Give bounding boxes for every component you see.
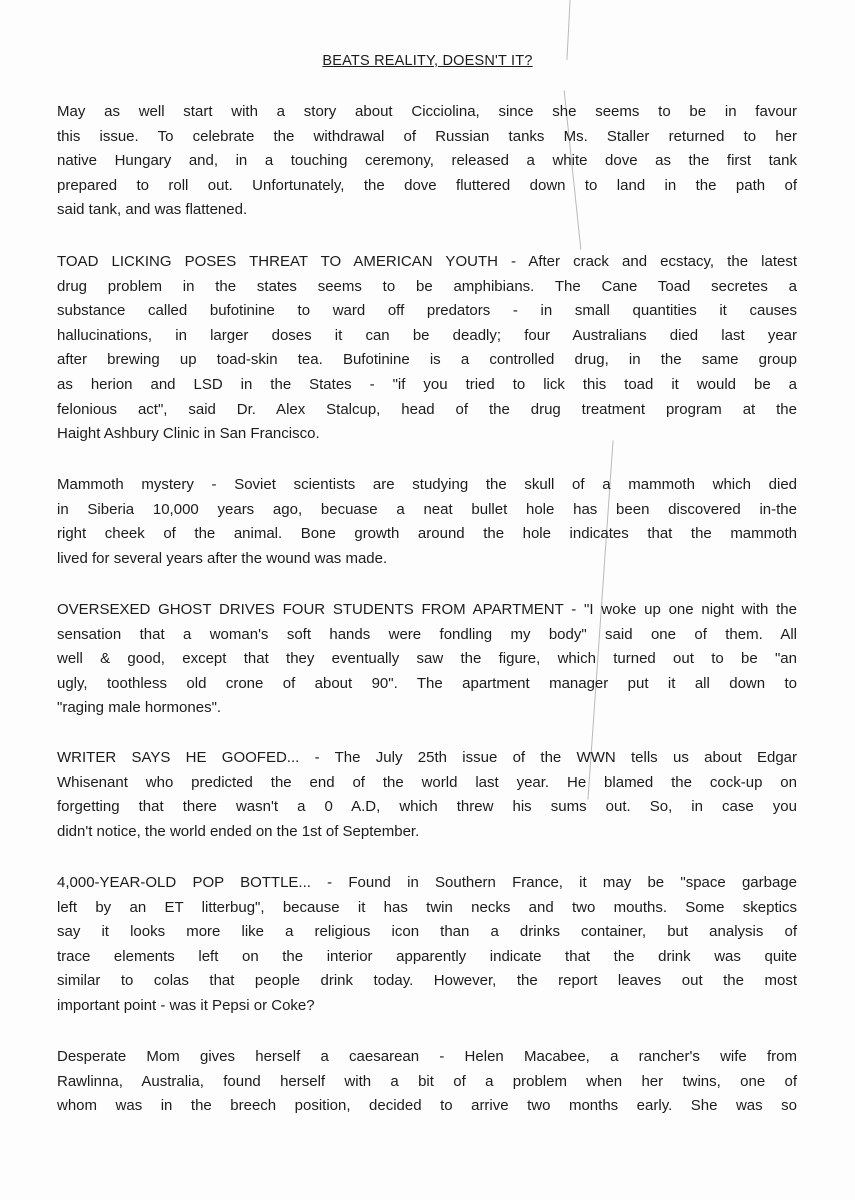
text-line: ugly, toothless old crone of about 90". The apartment manager put it all down to bbox=[57, 674, 797, 692]
text-line: prepared to roll out. Unfortunately, the dove fluttered down to land in the path of bbox=[57, 176, 797, 194]
article-paragraph bbox=[57, 1045, 797, 1119]
text-line: Rawlinna, Australia, found herself with a bit of a problem when her twins, one of bbox=[57, 1072, 797, 1090]
page-title: BEATS REALITY, DOESN'T IT? bbox=[322, 53, 533, 69]
text-line: as herion and LSD in the States - "if you tried to lick this toad it would be a bbox=[57, 375, 797, 393]
text-line: Whisenant who predicted the end of the world last year. He blamed the cock-up on bbox=[57, 773, 797, 791]
text-line: felonious act", said Dr. Alex Stalcup, head of the drug treatment program at the bbox=[57, 400, 797, 418]
text-line: OVERSEXED GHOST DRIVES FOUR STUDENTS FROM APARTMENT - "I woke up one night with the bbox=[57, 601, 797, 618]
text-line: after brewing up toad-skin tea. Bufotinine is a controlled drug, in the same group bbox=[57, 351, 797, 369]
text-line: sensation that a woman's soft hands were fondling my body" said one of them. All bbox=[57, 625, 797, 643]
text-line: native Hungary and, in a touching ceremony, released a white dove as the first tank bbox=[57, 152, 797, 170]
text-line: Desperate Mom gives herself a caesarean - Helen Macabee, a rancher's wife from bbox=[57, 1048, 797, 1065]
text-line: in Siberia 10,000 years ago, becuase a neat bullet hole has been discovered in-the bbox=[57, 500, 797, 518]
text-line: "raging male hormones". bbox=[57, 699, 222, 717]
text-line: TOAD LICKING POSES THREAT TO AMERICAN YOUTH - After crack and ecstacy, the latest bbox=[57, 253, 797, 270]
article-paragraph bbox=[57, 250, 797, 447]
text-line: well & good, except that they eventually saw the figure, which turned out to be "an bbox=[57, 650, 797, 668]
text-line: WRITER SAYS HE GOOFED... - The July 25th issue of the WWN tells us about Edgar bbox=[57, 749, 797, 766]
text-line: left by an ET litterbug", because it has twin necks and two mouths. Some skeptics bbox=[57, 898, 797, 916]
text-line: lived for several years after the wound was made. bbox=[57, 549, 388, 567]
text-line: similar to colas that people drink today. However, the report leaves out the most bbox=[57, 972, 797, 990]
text-line: this issue. To celebrate the withdrawal of Russian tanks Ms. Staller returned to her bbox=[57, 127, 797, 145]
text-line: drug problem in the states seems to be amphibians. The Cane Toad secretes a bbox=[57, 277, 797, 295]
text-line: 4,000-YEAR-OLD POP BOTTLE... - Found in Southern France, it may be "space garbage bbox=[57, 874, 797, 891]
text-line: Mammoth mystery - Soviet scientists are studying the skull of a mammoth which died bbox=[57, 476, 797, 493]
article-paragraph bbox=[57, 598, 797, 721]
article-paragraph bbox=[57, 473, 797, 571]
text-line: Haight Ashbury Clinic in San Francisco. bbox=[57, 425, 320, 443]
text-line: important point - was it Pepsi or Coke? bbox=[57, 996, 315, 1014]
article-paragraph bbox=[57, 871, 797, 1019]
text-line: May as well start with a story about Cicciolina, since she seems to be in favour bbox=[57, 103, 797, 120]
text-line: didn't notice, the world ended on the 1st of September. bbox=[57, 822, 420, 840]
fold-crease bbox=[566, 0, 570, 60]
article-paragraph bbox=[57, 100, 797, 223]
text-line: hallucinations, in larger doses it can be deadly; four Australians died last year bbox=[57, 326, 797, 344]
text-line: substance called bufotinine to ward off predators - in small quantities it causes bbox=[57, 302, 797, 320]
text-line: right cheek of the animal. Bone growth around the hole indicates that the mammoth bbox=[57, 525, 797, 543]
text-line: trace elements left on the interior apparently indicate that the drink was quite bbox=[57, 947, 797, 965]
text-line: forgetting that there wasn't a 0 A.D, which threw his sums out. So, in case you bbox=[57, 798, 797, 816]
text-line: whom was in the breech position, decided to arrive two months early. She was so bbox=[57, 1097, 797, 1115]
article-paragraph bbox=[57, 746, 797, 844]
text-line: said tank, and was flattened. bbox=[57, 201, 248, 219]
text-line: say it looks more like a religious icon than a drinks container, but analysis of bbox=[57, 923, 797, 941]
